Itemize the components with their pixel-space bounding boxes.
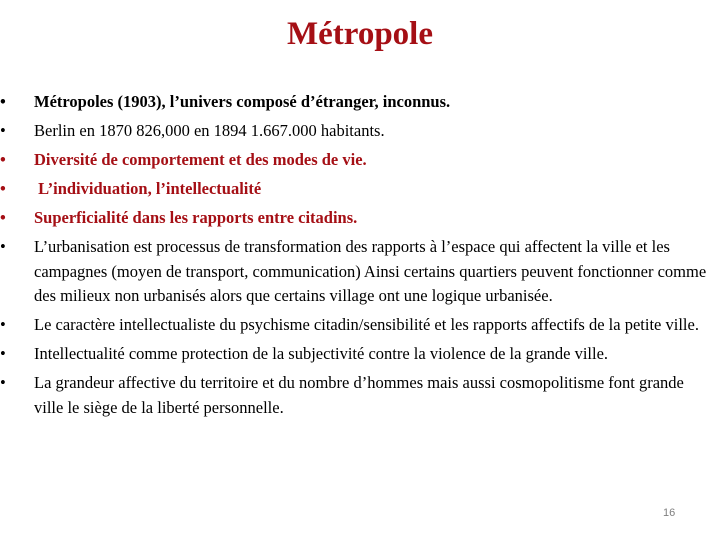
bullet-icon: • xyxy=(0,237,6,256)
bullet-list xyxy=(0,90,712,425)
bullet-icon: • xyxy=(0,373,6,392)
bullet-icon: • xyxy=(0,150,6,169)
bullet-icon: • xyxy=(0,315,6,334)
list-item: • Diversité de comportement et des modes de vie. xyxy=(20,148,712,173)
slide-title: Métropole xyxy=(286,16,433,52)
bullet-icon: • xyxy=(0,344,6,363)
list-item: • La grandeur affective du territoire et du nombre d’hommes mais aussi cosmopolitisme font grande ville le siège de la liberté personnelle. xyxy=(0,373,684,417)
bullet-icon: • xyxy=(0,92,6,111)
list-item: • Le caractère intellectualiste du psychisme citadin/sensibilité et les rapports affectifs de la petite ville. xyxy=(20,313,712,338)
list-item: • L’individuation, l’intellectualité xyxy=(20,177,712,202)
bullet-icon: • xyxy=(0,208,6,227)
page-number: 16 xyxy=(663,507,676,519)
list-item: • Superficialité dans les rapports entre citadins. xyxy=(20,206,712,231)
bullet-icon: • xyxy=(0,121,6,140)
list-item: • Métropoles (1903), l’univers composé d’étranger, inconnus. xyxy=(20,90,712,115)
list-item: • Berlin en 1870 826,000 en 1894 1.667.000 habitants. xyxy=(20,119,712,144)
list-item: • Intellectualité comme protection de la subjectivité contre la violence de la grande ville. xyxy=(20,342,712,367)
list-item: • L’urbanisation est processus de transformation des rapports à l’espace qui affectent la ville et les campagnes (moyen de transport, communication) Ainsi certains quartiers peuvent fonctionner comme des milieux non urbanisés alors que certains village ont une logique urbanisée. xyxy=(0,237,707,305)
bullet-icon: • xyxy=(0,179,6,198)
